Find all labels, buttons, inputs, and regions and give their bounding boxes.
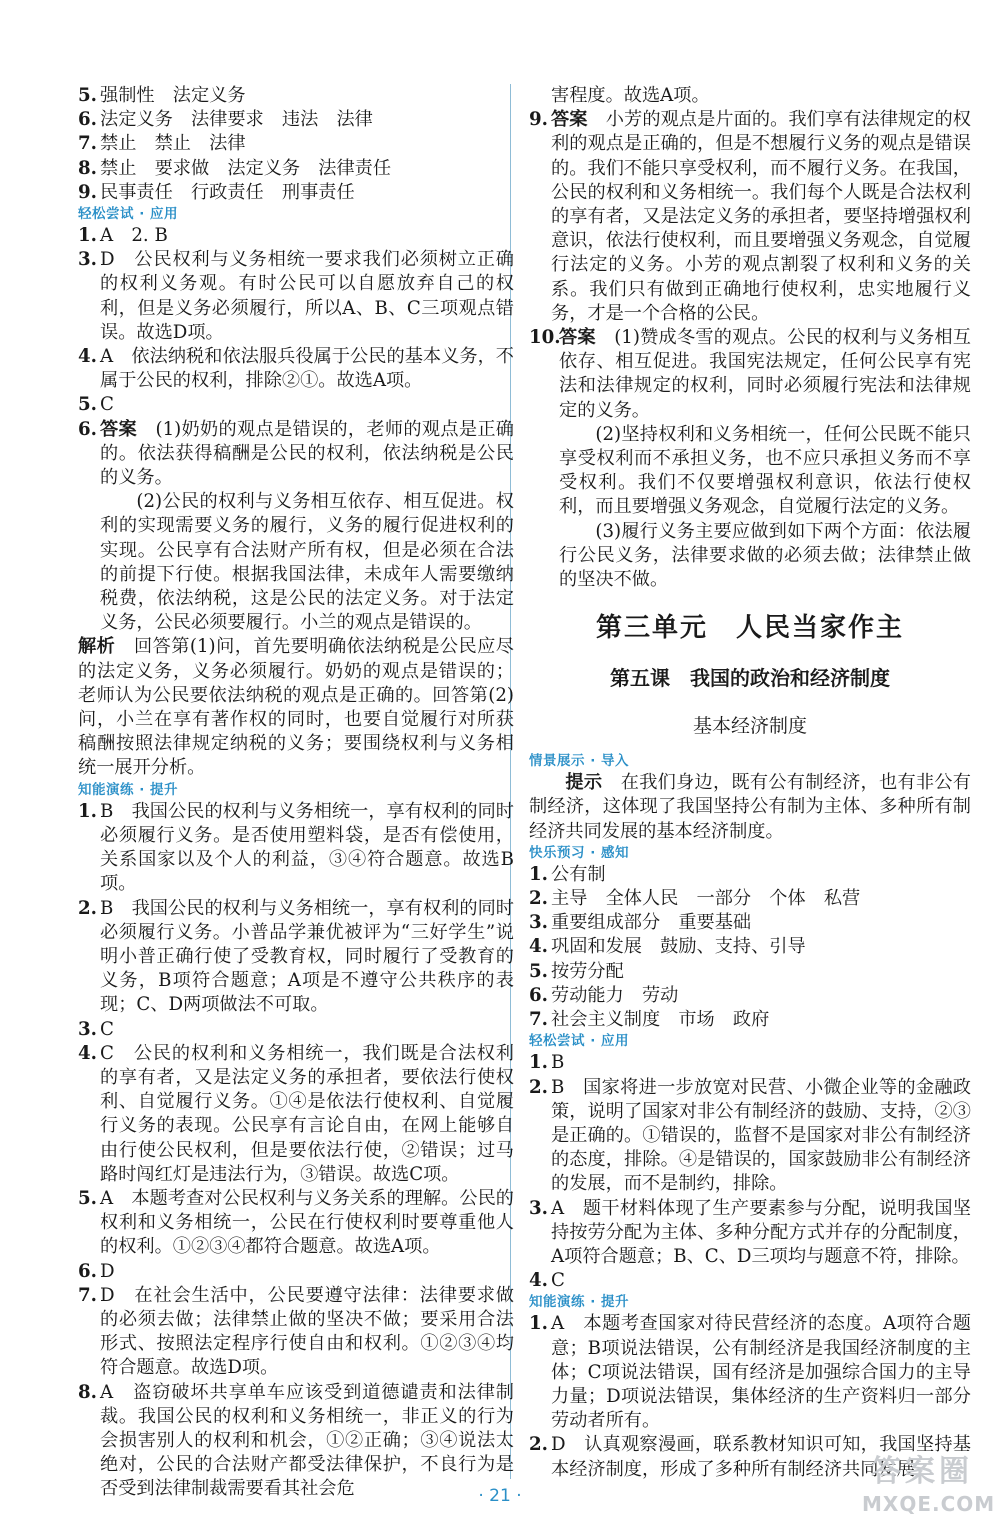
analysis-paragraph: 解析 回答第(1)问，首先要明确依法纳税是公民应尽的法定义务，义务必须履行。奶奶的观点是错误的；老师认为公民要依法纳税的观点是正确的。回答第(2)问，小兰在享有著作权的同时，也要自觉履行对所获稿酬按照法律规定纳税的义务；要围绕权利与义务相统一展开分析。 (78, 636, 514, 779)
list-item: 3. D 公民权利与义务相统一要求我们必须树立正确的权利义务观。有时公民可以自愿放弃自己的权利，但是义务必须履行，所以A、B、C三项观点错误。故选D项。 (78, 249, 514, 343)
list-item: 6. 法定义务 法律要求 违法 法律 (78, 109, 373, 131)
list-item: 1. B 我国公民的权利与义务相统一，享有权利的同时必须履行义务。是否使用塑料袋，是否有偿使用，关系国家以及个人的利益，③④符合题意。故选B项。 (78, 800, 514, 895)
analysis-label: 解析 (78, 636, 116, 658)
list-item: 4. C (529, 1270, 565, 1292)
list-item: 5. 按劳分配 (529, 960, 624, 982)
section-heading: 知能演练 · 提升 (529, 1294, 630, 1311)
section-heading: 知能演练 · 提升 (78, 781, 179, 798)
answer-paragraph: (3)履行义务主要应做到如下两个方面：依法履行公民义务，法律要求做的必须去做；法律禁止做的坚决不做。 (559, 520, 971, 591)
list-item: 4. 巩固和发展 鼓励、支持、引导 (529, 936, 806, 958)
unit-title: 第三单元 人民当家作主 (595, 613, 904, 644)
section-heading: 轻松尝试 · 应用 (78, 206, 179, 223)
list-item: 7. 禁止 禁止 法律 (78, 133, 246, 155)
tip-label: 提示 (565, 772, 603, 794)
list-item: 1. A 本题考查国家对待民营经济的态度。A项符合题意；B项说法错误，公有制经济是我国经济制度的主体；C项说法错误，国有经济是加强综合国力的主导力量；D项说法错误，集体经济的生产资料归一部分劳动者所有。 (529, 1313, 971, 1432)
list-item: 9. 民事责任 行政责任 刑事责任 (78, 181, 355, 203)
answer-paragraph: (2)公民的权利与义务相互依存、相互促进。权利的实现需要义务的履行，义务的履行促进权利的实现。公民享有合法财产所有权，但是必须在合法的前提下行使。根据我国法律，未成年人需要缴纳税费，依法纳税，这是公民的法定义务。对于法定义务，公民必须要履行。小兰的观点是错误的。 (100, 491, 514, 634)
list-item: 1. 公有制 (529, 863, 606, 885)
list-item: 4. A 依法纳税和依法服兵役属于公民的基本义务，不属于公民的权利，排除②①。故选A项。 (78, 346, 514, 392)
section-heading: 情景展示 · 导入 (529, 753, 630, 770)
section-heading: 轻松尝试 · 应用 (529, 1033, 630, 1050)
list-item: 6. 劳动能力 劳动 (529, 984, 679, 1006)
answer-label: 答案 (559, 327, 596, 349)
list-item: 5. 强制性 法定义务 (78, 85, 246, 106)
tip-paragraph: 提示 在我们身边，既有公有制经济，也有非公有制经济，这体现了我国坚持公有制为主体、多种所有制经济共同发展的基本经济制度。 (529, 772, 971, 842)
list-item: 5. C (78, 394, 114, 416)
watermark-logo: 答案圈 MXQE.COM (862, 1454, 996, 1516)
list-item: 1. B (529, 1052, 565, 1074)
left-column (78, 84, 514, 1502)
list-item: 2. 主导 全体人民 一部分 个体 私营 (529, 888, 861, 910)
list-item: 8. 禁止 要求做 法定义务 法律责任 (78, 157, 392, 179)
right-column (529, 84, 971, 1482)
section-title: 基本经济制度 (692, 715, 807, 738)
answer-label: 答案 (551, 109, 588, 131)
section-heading: 快乐预习 · 感知 (529, 844, 630, 861)
list-item: 8. A 盗窃破坏共享单车应该受到道德谴责和法律制裁。我国公民的权利和义务相统一，非正义的行为会损害别人的权利和机会，①②正确；③④说法太绝对，公民的合法财产都受法律保护，不良行为是否受到法律制裁需要看其社会危 (78, 1381, 514, 1500)
list-item: 2. B 我国公民的权利与义务相统一，享有权利的同时必须履行义务。小普品学兼优被评为“三好学生”说明小普正确行使了受教育权，同时履行了受教育的义务，B项符合题意；A项是不遵守公共秩序的表现；C、D两项做法不可取。 (78, 897, 514, 1016)
answer-item: 9. 答案 小芳的观点是片面的。我们享有法律规定的权利的观点是正确的，但是不想履行义务的观点是错误的。我们不能只享受权利，而不履行义务。在我国，公民的权利和义务相统一。我们每个人既是合法权利的享有者，又是法定义务的承担者，要坚持增强权利意识，依法行使权利，而且要增强义务观念，自觉履行法定的义务。小芳的观点割裂了权利和义务的关系。我们只有做到正确地行使权利，忠实地履行义务，才是一个合格的公民。 (529, 109, 971, 324)
list-item: 7. 社会主义制度 市场 政府 (529, 1009, 770, 1031)
answer-item: 10. 答案 (1)赞成冬雪的观点。公民的权利与义务相互依存、相互促进。我国宪法规定，任何公民享有宪法和法律规定的权利，同时必须履行宪法和法律规定的义务。 (529, 327, 971, 421)
list-item: 1. A 2. B (78, 225, 168, 247)
continued-text: 害程度。故选A项。 (551, 85, 710, 106)
list-item: 4. C 公民的权利和义务相统一，我们既是合法权利的享有者，又是法定义务的承担者，要依法行使权利、自觉履行义务。①④是依法行使权利、自觉履行义务的表现。公民享有言论自由，在网上能够自由行使公民权利，但是要依法行使，②错误；过马路时闯红灯是违法行为，③错误。故选C项。 (78, 1042, 514, 1185)
lesson-title: 第五课 我国的政治和经济制度 (610, 666, 890, 691)
page-number: · 21 · (478, 1486, 522, 1506)
list-item: 6. D (78, 1260, 115, 1282)
list-item: 2. D 认真观察漫画，联系教材知识可知，我国坚持基本经济制度，形成了多种所有制经济共同发展 (529, 1434, 971, 1480)
answer-label: 答案 (100, 418, 137, 440)
list-item: 3. A 题干材料体现了生产要素参与分配，说明我国坚持按劳分配为主体、多种分配方式并存的分配制度，A项符合题意；B、C、D三项均与题意不符，排除。 (529, 1197, 971, 1267)
answer-paragraph: (2)坚持权利和义务相统一，任何公民既不能只享受权利而不承担义务，也不应只承担义务而不享受权利。我们不仅要增强权利意识，依法行使权利，而且要增强义务观念，自觉履行法定的义务。 (559, 423, 971, 518)
answer-item: 6. 答案 (1)奶奶的观点是错误的，老师的观点是正确的。依法获得稿酬是公民的权利，依法纳税是公民的义务。 (78, 418, 514, 489)
list-item: 2. B 国家将进一步放宽对民营、小微企业等的金融政策，说明了国家对非公有制经济的鼓励、支持，②③是正确的。①错误的，监督不是国家对非公有制经济的态度，排除。④是错误的，国家鼓励非公有制经济的发展，而不是制约，排除。 (529, 1076, 971, 1195)
list-item: 3. C (78, 1018, 114, 1040)
list-item: 5. A 本题考查对公民权利与义务关系的理解。公民的权利和义务相统一，公民在行使权利时要尊重他人的权利。①②③④都符合题意。故选A项。 (78, 1187, 514, 1258)
list-item: 3. 重要组成部分 重要基础 (529, 912, 752, 934)
list-item: 7. D 在社会生活中，公民要遵守法律：法律要求做的必须去做；法律禁止做的坚决不做；要采用合法形式、按照法定程序行使自由和权利。①②③④均符合题意。故选D项。 (78, 1284, 514, 1379)
